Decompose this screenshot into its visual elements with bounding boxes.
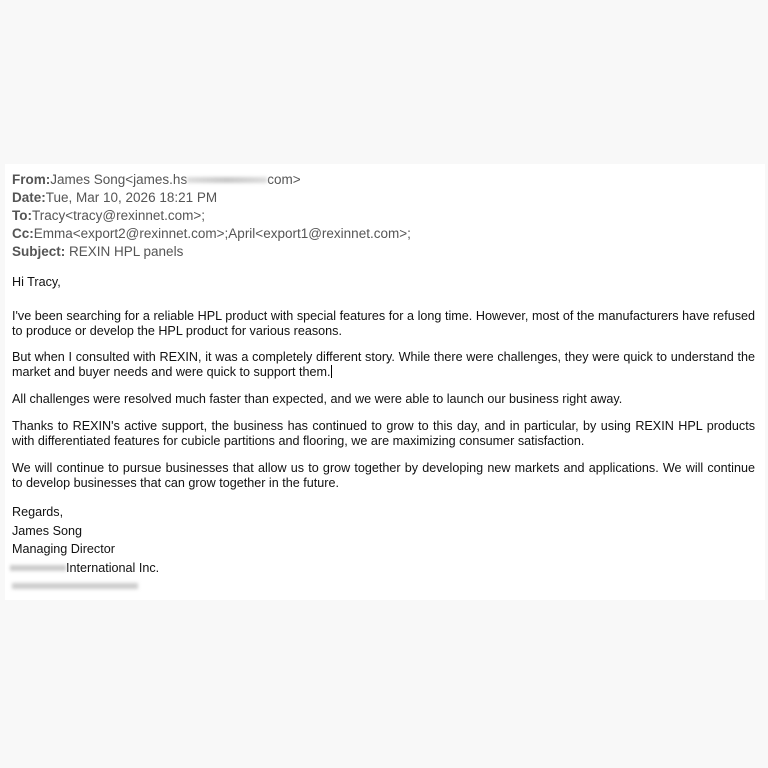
redacted-line (12, 583, 138, 589)
paragraph-1: I've been searching for a reliable HPL product with special features for a long time. However, most of the manufacturers have refused to produce or develop the HPL product for various reasons. (12, 309, 755, 338)
to-line: To:Tracy<tracy@rexinnet.com>; (12, 208, 206, 223)
paragraph-5: We will continue to pursue businesses that allow us to grow together by developing new markets and applications. We will continue to develop businesses that can grow together in the future. (12, 461, 755, 490)
email-header (12, 171, 411, 261)
paragraph-2: But when I consulted with REXIN, it was a completely different story. While there were challenges, they were quick to understand the market and buyer needs and were quick to support them. (12, 350, 755, 379)
greeting: Hi Tracy, (12, 275, 61, 289)
text-cursor (331, 365, 333, 378)
signature: Regards, James Song Managing Director International Inc. (12, 503, 159, 589)
date-line: Date:Tue, Mar 10, 2026 18:21 PM (12, 190, 218, 205)
from-line: From:James Song<james.hs com> (12, 172, 301, 187)
redacted-email (187, 177, 267, 183)
paragraph-3: All challenges were resolved much faster than expected, and we were able to launch our business right away. (12, 392, 623, 406)
redacted-company (10, 565, 66, 571)
subject-line: Subject: REXIN HPL panels (12, 244, 184, 259)
paragraph-4: Thanks to REXIN's active support, the business has continued to grow to this day, and in particular, by using REXIN HPL products with differentiated features for cubicle partitions and flooring, we are maximizing consumer satisfaction. (12, 419, 755, 448)
cc-line: Cc:Emma<export2@rexinnet.com>;April<export1@rexinnet.com>; (12, 226, 411, 241)
company-line: International Inc. (12, 559, 159, 578)
